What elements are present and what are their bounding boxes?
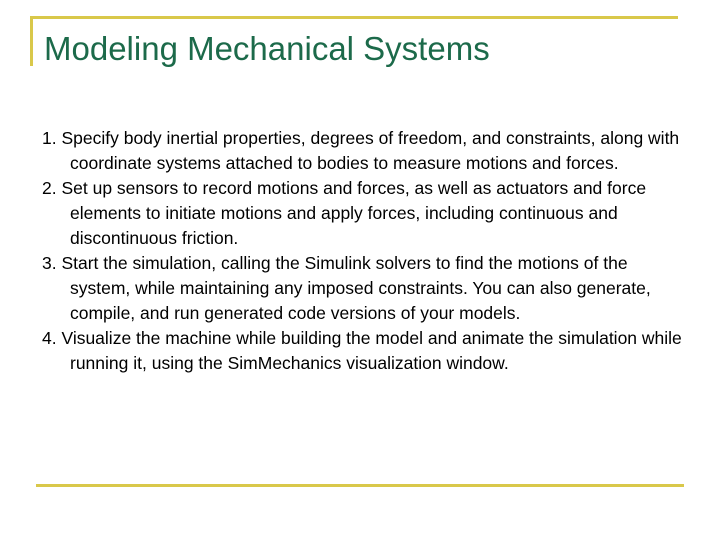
slide-title: Modeling Mechanical Systems	[44, 30, 490, 67]
step-item-4: 4. Visualize the machine while building the model and animate the simulation while running it, using the SimMechanics visualization window.	[42, 328, 682, 373]
step-item-1: 1. Specify body inertial properties, degrees of freedom, and constraints, along with coordinate systems attached to bodies to measure motions and forces.	[42, 128, 680, 173]
title-frame-left-rule	[30, 16, 33, 66]
step-item-3: 3. Start the simulation, calling the Simulink solvers to find the motions of the system, while maintaining any imposed constraints. You can also generate, compile, and run generated code versions of your models.	[42, 253, 651, 323]
bottom-rule	[36, 484, 684, 487]
step-item-2: 2. Set up sensors to record motions and forces, as well as actuators and force elements to initiate motions and apply forces, including continuous and discontinuous friction.	[42, 178, 647, 248]
steps-list	[42, 126, 692, 376]
title-frame-top-rule	[30, 16, 678, 19]
